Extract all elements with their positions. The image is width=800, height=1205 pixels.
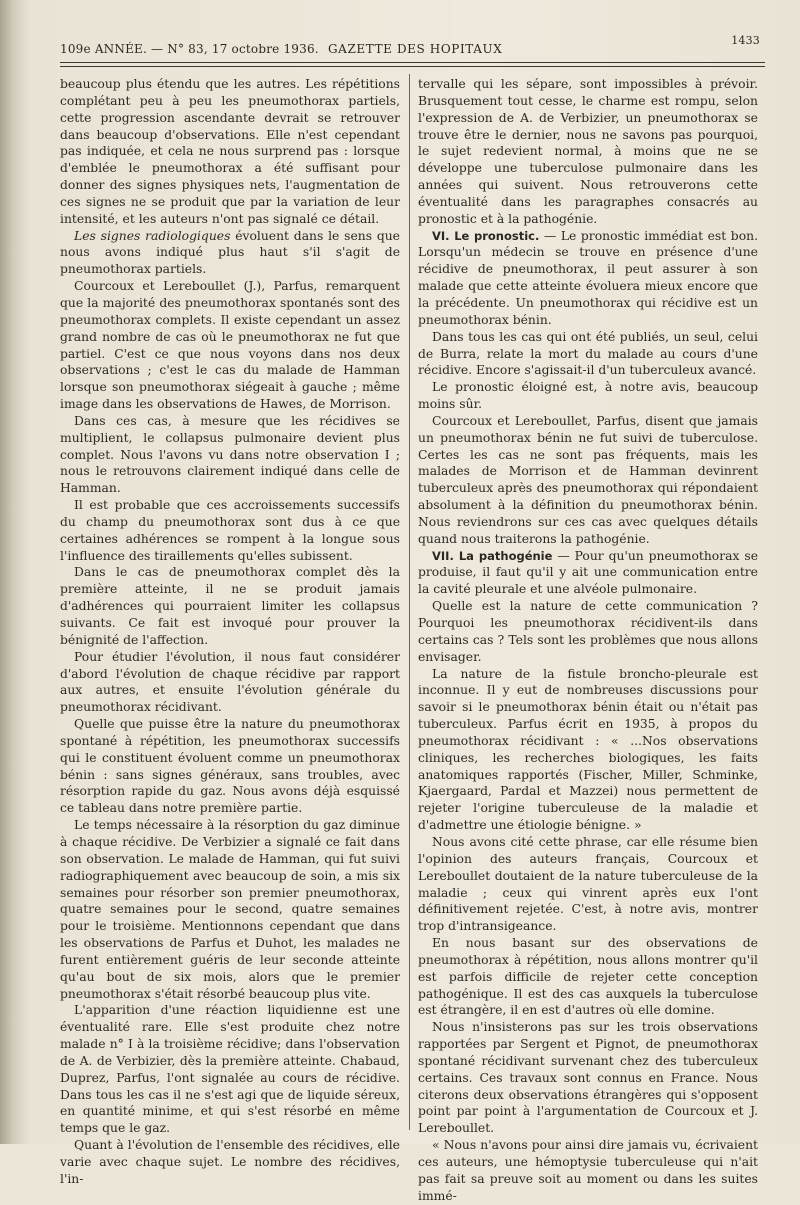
page-number: 1433 [731, 34, 760, 47]
running-header [60, 34, 760, 60]
paragraph: En nous basant sur des observations de pneumothorax à répétition, nous allons montrer qu'il est parfois difficile de rejeter cette conception pathogénique. Il est des cas auxquels la tuberculose est étrangère, il en est d'autres où elle domine. [418, 936, 758, 1018]
paragraph: Quelle que puisse être la nature du pneumothorax spontané à répétition, les pneumothorax successifs qui le constituent évoluent comme un pneumothorax bénin : sans signes généraux, sans troubles, avec résorption rapide du gaz. Nous avons déjà esquissé ce tableau dans notre première partie. [60, 717, 400, 816]
paragraph: Dans tous les cas qui ont été publiés, un seul, celui de Burra, relate la mort du malade au cours d'une récidive. Encore s'agissait-il d'un tuberculeux avancé. [418, 329, 758, 378]
paragraph: Le pronostic éloigné est, à notre avis, beaucoup moins sûr. [418, 380, 758, 412]
section-heading-pathogenie: VII. La pathogénie [432, 548, 553, 563]
paragraph: Courcoux et Lereboullet, Parfus, disent que jamais un pneumothorax bénin ne fut suivi de tuberculose. Certes les cas ne sont pas fréquents, mais les malades de Morrison et de Hamman devinrent tuberculeux après des pneumothorax qui répondaient absolument à la définition du pneumothorax bénin. Nous reviendrons sur ces cas avec quelques détails quand nous traiterons la pathogénie. [418, 413, 758, 546]
paragraph: Dans ces cas, à mesure que les récidives se multiplient, le collapsus pulmonaire devient plus complet. Nous l'avons vu dans notre observation I ; nous le retrouvons clairement indiqué dans celle de Hamman. [60, 413, 400, 496]
paragraph-text: — Le pronostic immédiat est bon. Lorsqu'un médecin se trouve en présence d'une récidive de pneumothorax, il peut assurer à son malade que cette atteinte évoluera mieux encore que la précédente. Un pneumothorax qui récidive est un pneumothorax bénin. [418, 228, 758, 327]
paragraph: Dans le cas de pneumothorax complet dès la première atteinte, il ne se produit jamais d'adhérences qui pourraient limiter les collapsus suivants. Ce fait est invoqué pour prouver la bénignité de l'affection. [60, 565, 400, 647]
section-heading-pronostic: VI. Le pronostic. [432, 228, 540, 243]
section-paragraph [418, 228, 758, 329]
paragraph: Nous n'insisterons pas sur les trois observations rapportées par Sergent et Pignot, de pneumothorax spontané récidivant survenant chez des tuberculeux certains. Ces travaux sont connus en France. Nous citerons deux observations étrangères qui s'opposent point par point à l'argumentation de Courcoux et J. Lereboullet. [418, 1020, 758, 1136]
paragraph: Quant à l'évolution de l'ensemble des récidives, elle varie avec chaque sujet. Le nombre des récidives, l'in- [60, 1138, 400, 1186]
paragraph-text: — Pour qu'un pneumothorax se produise, il faut qu'il y ait une communication entre la cavité pleurale et une alvéole pulmonaire. [418, 548, 758, 597]
paragraph: tervalle qui les sépare, sont impossibles à prévoir. Brusquement tout cesse, le charme est rompu, selon l'expression de A. de Verbizier, un pneumothorax se trouve être le dernier, nous ne savons pas pourquoi, le sujet redevient normal, à moins que ne se développe une tuberculose pulmonaire dans les années qui suivent. Nous retrouverons cette éventualité dans les paragraphes consacrés au pronostic et à la pathogénie. [418, 77, 758, 226]
issue-info: 109e ANNÉE. — N° 83, 17 octobre 1936. [60, 42, 319, 56]
journal-title: GAZETTE DES HOPITAUX [328, 42, 503, 56]
paragraph: Il est probable que ces accroissements successifs du champ du pneumothorax sont dus à ce que certaines adhérences se rompent à la longue sous l'influence des tiraillements qu'elles subissent. [60, 498, 400, 563]
paragraph: Nous avons cité cette phrase, car elle résume bien l'opinion des auteurs français, Courcoux et Lereboullet doutaient de la nature tuberculeuse de la maladie ; ceux qui vinrent après eux l'ont définitivement rejetée. C'est, à notre avis, montrer trop d'intransigeance. [418, 834, 758, 934]
paragraph-text: évoluent dans le sens que nous avons indiqué plus haut s'il s'agit de pneumothorax partiels. [60, 228, 400, 277]
left-column [60, 76, 400, 1186]
paragraph: L'apparition d'une réaction liquidienne est une éventualité rare. Elle s'est produite chez notre malade n° I à la troisième récidive; dans l'observation de A. de Verbizier, dès la première atteinte. Chabaud, Duprez, Parfus, l'ont signalée au cours de récidive. Dans tous les cas il ne s'est agi que de liquide séreux, en quantité minime, et qui s'est résorbé en même temps que le gaz. [60, 1003, 400, 1136]
section-paragraph [418, 548, 758, 599]
emphasis-text: Les signes radiologiques [74, 228, 231, 243]
paragraph: Quelle est la nature de cette communication ? Pourquoi les pneumothorax récidivent-ils dans certains cas ? Tels sont les problèmes que nous allons envisager. [418, 599, 758, 664]
paragraph: beaucoup plus étendu que les autres. Les répétitions complétant peu à peu les pneumothorax partiels, cette progression ascendante devrait se retrouver dans beaucoup d'observations. Elle n'est cependant pas indiquée, et cela ne nous surprend pas : lorsque d'emblée le pneumothorax a été suffisant pour donner des signes physiques nets, l'augmentation de ces signes ne se produit que par la variation de leur intensité, et les auteurs n'ont pas signalé ce détail. [60, 77, 400, 226]
right-column [418, 76, 758, 1203]
paragraph: Le temps nécessaire à la résorption du gaz diminue à chaque récidive. De Verbizier a signalé ce fait dans son observation. Le malade de Hamman, qui fut suivi radiographiquement avec beaucoup de soin, a mis six semaines pour résorber son premier pneumothorax, quatre semaines pour le second, quatre semaines pour le troisième. Mentionnons cependant que dans les observations de Parfus et Duhot, les malades ne furent entièrement guéris de leur seconde atteinte qu'au bout de six mois, alors que le premier pneumothorax s'était résorbé beaucoup plus vite. [60, 818, 400, 1001]
paragraph: La nature de la fistule broncho-pleurale est inconnue. Il y eut de nombreuses discussions pour savoir si le pneumothorax bénin était ou n'était pas tuberculeux. Parfus écrit en 1935, à propos du pneumothorax récidivant : « ...Nos observations cliniques, les recherches biologiques, les faits anatomiques rapportés (Fischer, Miller, Schminke, Kjaergaard, Pardal et Mazzei) nous permettent de rejeter l'origine tuberculeuse de la maladie et d'admettre une étiologie bénigne. » [418, 666, 758, 833]
header-rule-thick [60, 62, 765, 63]
paragraph: Pour étudier l'évolution, il nous faut considérer d'abord l'évolution de chaque récidive par rapport aux autres, et ensuite l'évolution générale du pneumothorax récidivant. [60, 649, 400, 715]
paragraph [60, 228, 400, 279]
paragraph: « Nous n'avons pour ainsi dire jamais vu, écrivaient ces auteurs, une hémoptysie tuberculeuse qui n'ait pas fait sa preuve soit au moment ou dans les suites immé- [418, 1138, 758, 1203]
paragraph: Courcoux et Lereboullet (J.), Parfus, remarquent que la majorité des pneumothorax spontanés sont des pneumothorax complets. Il existe cependant un assez grand nombre de cas où le pneumothorax ne fut que partiel. C'est ce que nous voyons dans nos deux observations ; c'est le cas du malade de Hamman lorsque son pneumothorax siégeait à gauche ; même image dans les observations de Hawes, de Morrison. [60, 279, 400, 412]
column-divider [409, 74, 410, 1130]
header-rule-thin [60, 66, 765, 67]
